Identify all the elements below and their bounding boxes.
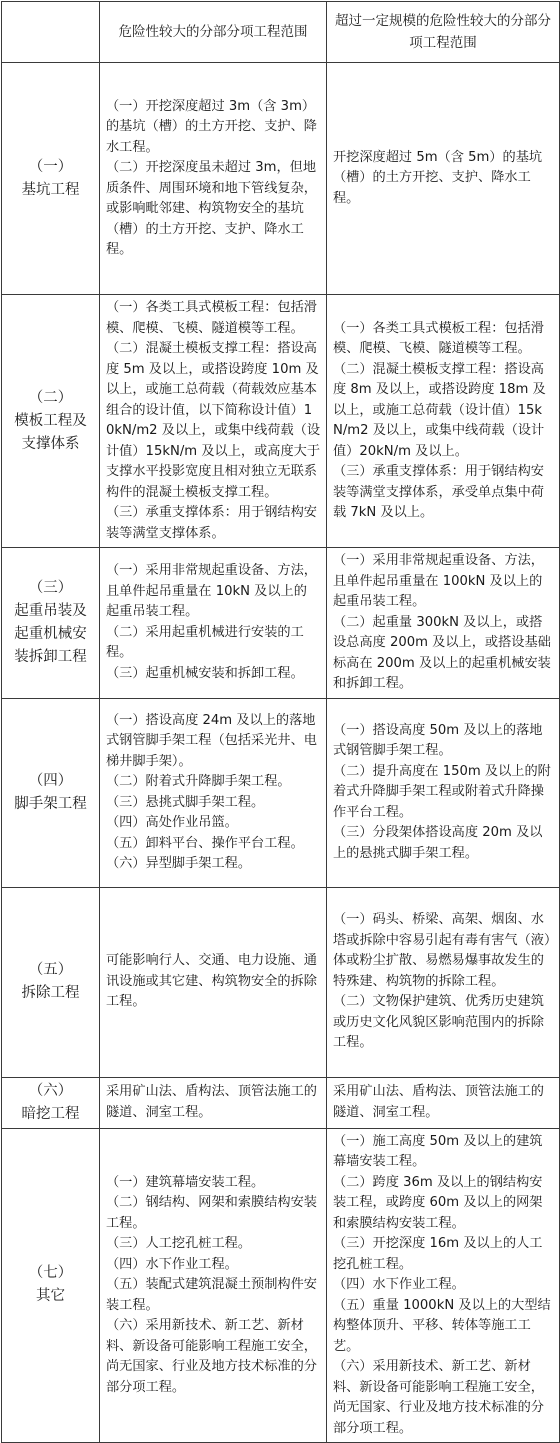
- scope-item: （六）采用新技术、新工艺、新材料、新设备可能影响工程施工安全，尚无国家、行业及地方技术标准的分部分项工程。: [106, 1318, 317, 1395]
- scope-item: （一）码头、桥梁、高架、烟囱、水塔或拆除中容易引起有毒有害气（液）体或粉尘扩散、易燃易爆事故发生的特殊建、构筑物的拆除工程。: [333, 912, 551, 989]
- category-cell: [2, 1077, 100, 1128]
- header-dangerous-scope: 危险性较大的分部分项工程范围: [100, 2, 327, 63]
- category-number: （六）: [28, 1082, 73, 1099]
- scope-item: （五）装配式建筑混凝土预制构件安装工程。: [106, 1277, 317, 1313]
- scope-item: （一）采用非常规起重设备、方法，且单件起吊重量在 100kN 及以上的起重吊装工程。: [333, 553, 544, 609]
- category-name: 暗挖工程: [21, 1105, 80, 1122]
- scope-item: （五）重量 1000kN 及以上的大型结构整体顶升、平移、转体等施工工艺。: [333, 1297, 551, 1354]
- scope-item: （一）采用非常规起重设备、方法，且单件起吊重量在 10kN 及以上的起重吊装工程。: [106, 563, 317, 620]
- oversize-scope-cell: [327, 63, 560, 295]
- category-number: （五）: [28, 962, 73, 978]
- table-row: [2, 698, 560, 887]
- dangerous-scope-cell: [100, 887, 327, 1077]
- scope-item: （三）承重支撑体系：用于钢结构安装等满堂支撑体系。: [106, 505, 317, 541]
- oversize-scope-cell: [327, 887, 560, 1077]
- scope-item: （一）建筑幕墙安装工程。: [106, 1174, 265, 1190]
- scope-item: （二）采用起重机械进行安装的工程。: [106, 624, 304, 661]
- category-name: 支撑体系: [21, 435, 80, 452]
- dangerous-scope-cell: [100, 295, 327, 548]
- scope-item: （一）各类工具式模板工程：包括滑模、爬模、飞模、隧道模等工程。: [333, 320, 544, 356]
- scope-item: （二）起重量 300kN 及以上，或搭设总高度 200m 及以上，或搭设基础标高在 200m 及以上的起重机械安装和拆卸工程。: [333, 614, 551, 691]
- category-number: （一）: [28, 158, 73, 175]
- scope-item: （四）水下作业工程。: [333, 1277, 465, 1292]
- category-number: （七）: [28, 1265, 73, 1282]
- scope-item: 采用矿山法、盾构法、顶管法施工的隧道、洞室工程。: [333, 1084, 544, 1120]
- scope-item: （三）开挖深度 16m 及以上的人工挖孔桩工程。: [333, 1236, 543, 1272]
- scope-item: （一）搭设高度 24m 及以上的落地式钢管脚手架工程（包括采光井、电梯井脚手架）。: [106, 712, 317, 769]
- dangerous-scope-cell: [100, 63, 327, 295]
- scope-item: （三）人工挖孔桩工程。: [106, 1236, 252, 1251]
- scope-item: （一）开挖深度超过 3m（含 3m）的基坑（槽）的土方开挖、支护、降水工程。: [106, 98, 317, 155]
- category-name: 拆除工程: [21, 985, 80, 1001]
- header-category: [2, 2, 100, 63]
- category-number: （四）: [28, 772, 73, 789]
- scope-item: （一）施工高度 50m 及以上的建筑幕墙安装工程。: [333, 1133, 543, 1169]
- table-row: [2, 1077, 560, 1128]
- category-name: 脚手架工程: [14, 795, 87, 812]
- category-number: （三）: [28, 579, 73, 596]
- table-row: [2, 295, 560, 548]
- category-name: 基坑工程: [21, 181, 80, 198]
- category-number: （二）: [28, 389, 73, 406]
- header-oversize-scope: 超过一定规模的危险性较大的分部分项工程范围: [327, 2, 560, 63]
- scope-item: （一）搭设高度 50m 及以上的落地式钢管脚手架工程。: [333, 722, 543, 759]
- scope-item: （一）各类工具式模板工程：包括滑模、爬模、飞模、隧道模等工程。: [106, 300, 317, 336]
- category-name: 起重吊装及: [14, 602, 87, 619]
- scope-item: （三）起重机械安装和拆卸工程。: [106, 665, 304, 681]
- scope-item: （四）高处作业吊篮。: [106, 815, 238, 830]
- scope-item: （三）承重支撑体系：用于钢结构安装等满堂支撑体系，承受单点集中荷载 7kN 及以上。: [333, 464, 544, 520]
- scope-item: （二）混凝土模板支撑工程：搭设高度 8m 及以上，或搭设跨度 18m 及以上，或施工总荷载（设计值）15kN/m2 及以上，或集中线荷载（设计值）20kN/m 及以上。: [333, 361, 546, 459]
- oversize-scope-cell: [327, 295, 560, 548]
- category-cell: [2, 1128, 100, 1443]
- scope-table: [1, 1, 560, 1443]
- table-row: [2, 548, 560, 699]
- scope-item: （二）开挖深度虽未超过 3m，但地质条件、周围环境和地下管线复杂，或影响毗邻建、构筑物安全的基坑（槽）的土方开挖、支护、降水工程。: [106, 160, 317, 257]
- category-cell: [2, 295, 100, 548]
- table-row: [2, 887, 560, 1077]
- oversize-scope-cell: [327, 548, 560, 699]
- scope-item: （五）卸料平台、操作平台工程。: [106, 835, 304, 851]
- oversize-scope-cell: [327, 1077, 560, 1128]
- category-name: 模板工程及: [14, 412, 87, 429]
- header-row: [2, 2, 560, 63]
- scope-item: （二）提升高度在 150m 及以上的附着式升降脚手架工程或附着式升降操作平台工程。: [333, 763, 551, 820]
- category-name: 起重机械安: [14, 625, 87, 642]
- category-name: 装拆卸工程: [14, 648, 87, 665]
- table-row: [2, 1128, 560, 1443]
- scope-item: （六）采用新技术、新工艺、新材料、新设备可能影响工程施工安全，尚无国家、行业及地方技术标准的分部分项工程。: [333, 1359, 544, 1436]
- dangerous-scope-cell: [100, 1077, 327, 1128]
- dangerous-scope-cell: [100, 1128, 327, 1443]
- scope-item: （二）钢结构、网架和索膜结构安装工程。: [106, 1195, 317, 1231]
- category-cell: [2, 698, 100, 887]
- category-name: 其它: [36, 1288, 65, 1305]
- scope-item: （六）异型脚手架工程。: [106, 856, 252, 871]
- scope-item: （二）附着式升降脚手架工程。: [106, 774, 291, 789]
- scope-item: 开挖深度超过 5m（含 5m）的基坑（槽）的土方开挖、支护、降水工程。: [333, 149, 543, 206]
- category-cell: [2, 887, 100, 1077]
- scope-item: 采用矿山法、盾构法、顶管法施工的隧道、洞室工程。: [106, 1084, 317, 1120]
- oversize-scope-cell: [327, 1128, 560, 1443]
- dangerous-scope-cell: [100, 698, 327, 887]
- dangerous-scope-cell: [100, 548, 327, 699]
- scope-item: （二）文物保护建筑、优秀历史建筑或历史文化风貌区影响范围内的拆除工程。: [333, 994, 544, 1051]
- table-row: [2, 63, 560, 295]
- scope-item: （三）悬挑式脚手架工程。: [106, 794, 265, 810]
- category-cell: [2, 63, 100, 295]
- scope-item: 可能影响行人、交通、电力设施、通讯设施或其它建、构筑物安全的拆除工程。: [106, 953, 317, 1010]
- category-cell: [2, 548, 100, 699]
- scope-item: （二）跨度 36m 及以上的钢结构安装工程，或跨度 60m 及以上的网架和索膜结构安装工程。: [333, 1174, 543, 1231]
- oversize-scope-cell: [327, 698, 560, 887]
- scope-item: （四）水下作业工程。: [106, 1256, 238, 1272]
- scope-item: （二）混凝土模板支撑工程：搭设高度 5m 及以上，或搭设跨度 10m 及以上，或施工总荷载（荷载效应基本组合的设计值，以下简称设计值）10kN/m2 及以上，或集中线荷载（设计值）15kN/m 及以上，或高度大于支撑水平投影宽度且相对独立无联系构件的混凝土模板支撑工程。: [106, 341, 321, 500]
- scope-item: （三）分段架体搭设高度 20m 及以上的悬挑式脚手架工程。: [333, 825, 543, 861]
